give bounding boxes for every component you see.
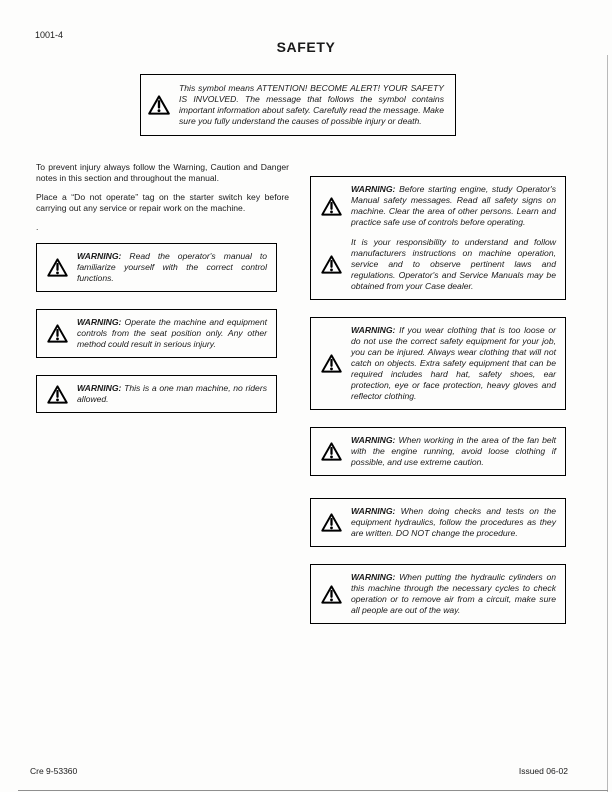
scan-edge-right	[607, 55, 608, 792]
attention-text: This symbol means ATTENTION! BECOME ALERT! YOUR SAFETY IS INVOLVED. The message that follows the symbol contains important information about safety. Carefully read the message. Make sure you fully understand the causes of possible injury or death.	[179, 83, 444, 126]
alert-triangle-icon	[320, 513, 342, 532]
right-column	[310, 176, 566, 641]
warning-box	[310, 564, 566, 624]
warning-box	[310, 176, 566, 300]
warning-box	[310, 427, 566, 476]
warning-text: WARNING: When working in the area of the fan belt with the engine running, avoid loose clothing if possible, and use extreme caution.	[351, 435, 556, 467]
alert-triangle-icon	[320, 197, 342, 216]
alert-triangle-icon	[320, 442, 342, 461]
warning-label: WARNING:	[77, 317, 122, 327]
warning-box	[36, 375, 277, 413]
warning-text: WARNING: Before starting engine, study Operator's Manual safety messages. Read all safety signs on machine. Clear the area of other persons. Learn and practice safe use of controls before operating.	[351, 184, 556, 227]
do-not-operate-paragraph: Place a “Do not operate” tag on the starter switch key before carrying out any service or repair work on the machine.	[36, 192, 289, 213]
page-title: SAFETY	[276, 39, 336, 55]
dot-paragraph: .	[36, 222, 39, 232]
warning-box	[310, 317, 566, 410]
alert-triangle-icon	[148, 94, 170, 116]
warning-text: WARNING: Operate the machine and equipment controls from the seat position only. Any other method could result in serious injury.	[77, 317, 267, 349]
warning-label: WARNING:	[351, 325, 396, 335]
warning-label: WARNING:	[351, 572, 396, 582]
warning-text: WARNING: Read the operator's manual to familiarize yourself with the correct control functions.	[77, 251, 268, 283]
alert-triangle-icon	[320, 354, 342, 373]
alert-triangle-icon	[46, 258, 68, 277]
warning-label: WARNING:	[77, 251, 122, 261]
alert-triangle-icon	[46, 324, 68, 343]
footer-doc-code: Cre 9-53360	[30, 766, 78, 776]
footer-issued-date: Issued 06-02	[518, 766, 568, 776]
alert-triangle-icon	[320, 255, 342, 274]
intro-paragraph: To prevent injury always follow the Warning, Caution and Danger notes in this section and throughout the manual.	[36, 162, 289, 183]
warning-box	[36, 309, 277, 358]
attention-box	[140, 74, 456, 136]
warning-label: WARNING:	[351, 184, 396, 194]
warning-text: WARNING: When putting the hydraulic cylinders on this machine through the necessary cycles to check operation or to remove air from a circuit, make sure all people are out of the way.	[351, 572, 557, 615]
scan-edge-bottom	[18, 790, 608, 791]
alert-triangle-icon	[46, 385, 68, 404]
warning-text: WARNING: If you wear clothing that is too loose or do not use the correct safety equipment for your job, you can be injured. Always wear clothing that will not catch on objects. Extra safety equipment that can be required includes hard hat, safety shoes, ear protection, eye or face protection, heavy gloves and reflector clothing.	[351, 325, 556, 401]
warning-box	[36, 243, 277, 292]
alert-triangle-icon	[320, 585, 342, 604]
warning-text: WARNING: This is a one man machine, no riders allowed.	[77, 383, 267, 404]
warning-label: WARNING:	[351, 506, 396, 516]
page-number: 1001-4	[35, 30, 64, 40]
left-column	[36, 162, 289, 430]
warning-box	[310, 498, 566, 547]
warning-label: WARNING:	[77, 383, 122, 393]
warning-text: It is your responsibility to understand and follow manufacturers instructions on machine operation, service and to observe pertinent laws and regulations. Operator's and Service Manuals may be obtained from your Case dealer.	[351, 237, 556, 291]
warning-label: WARNING:	[351, 435, 396, 445]
warning-text: WARNING: When doing checks and tests on the equipment hydraulics, follow the procedures as they are written. DO NOT change the procedure.	[351, 506, 556, 538]
